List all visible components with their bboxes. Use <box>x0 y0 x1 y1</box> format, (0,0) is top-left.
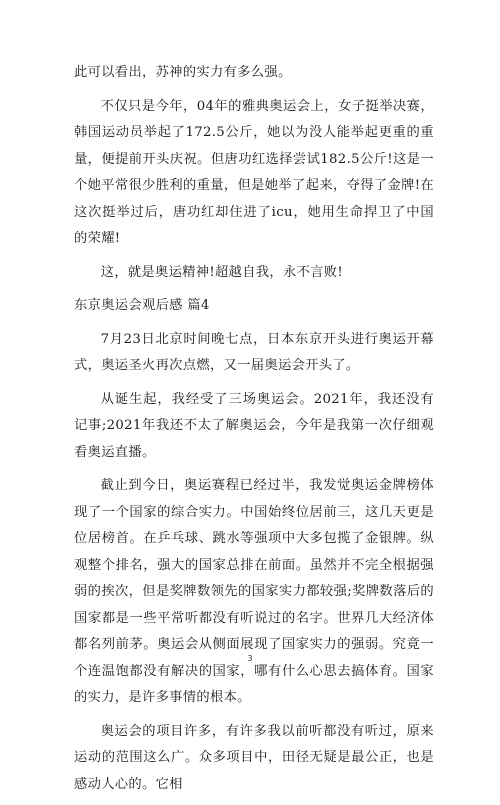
section-title: 东京奥运会观后感 篇4 <box>74 298 210 313</box>
paragraph: 从诞生起，我经受了三场奥运会。2021年，我还没有记事;2021年我还不太了解奥运会，今年是我第一次仔细观看奥运直播。 <box>74 391 434 460</box>
page-number: 3 <box>247 654 253 663</box>
paragraph: 这，就是奥运精神!超越自我，永不言败! <box>100 264 344 280</box>
paragraph: 7月23日北京时间晚七点，日本东京开头进行奥运开幕式，奥运圣火再次点燃，又一届奥运会开头了。 <box>74 331 434 373</box>
document-body <box>74 60 434 805</box>
paragraph: 奥运会的项目许多，有许多我以前听都没有听过，原来运动的范围这么广。众多项目中，田径无疑是最公正，也是感动人心的。它相 <box>74 723 434 792</box>
paragraph: 此可以看出，苏神的实力有多么强。 <box>74 65 292 80</box>
paragraph: 截止到今日，奥运赛程已经过半，我发觉奥运金牌榜体现了一个国家的综合实力。中国始终位居前三，这几天更是位居榜首。在乒乓球、跳水等强项中大多包揽了金银牌。纵观整个排名，强大的国家总排在前面。虽然并不完全根据强弱的挨次，但是奖牌数领先的国家实力都较强;奖牌数落后的国家都是一些平常听都没有听说过的名字。世界几大经济体都名列前茅。奥运会从侧面展现了国家实力的强弱。究竟一个连温饱都没有解决的国家，哪有什么心思去搞体育。国家的实力，是许多事情的根本。 <box>74 478 434 705</box>
paragraph: 不仅只是今年，04年的雅典奥运会上，女子挺举决赛，韩国运动员举起了172.5公斤，她以为没人能举起更重的重量，便提前开头庆祝。但唐功红选择尝试182.5公斤!这是一个她平常很少胜利的重量，但是她举了起来，夺得了金牌!在这次挺举过后，唐功红却住进了icu，她用生命捍卫了中国的荣耀! <box>74 98 434 246</box>
